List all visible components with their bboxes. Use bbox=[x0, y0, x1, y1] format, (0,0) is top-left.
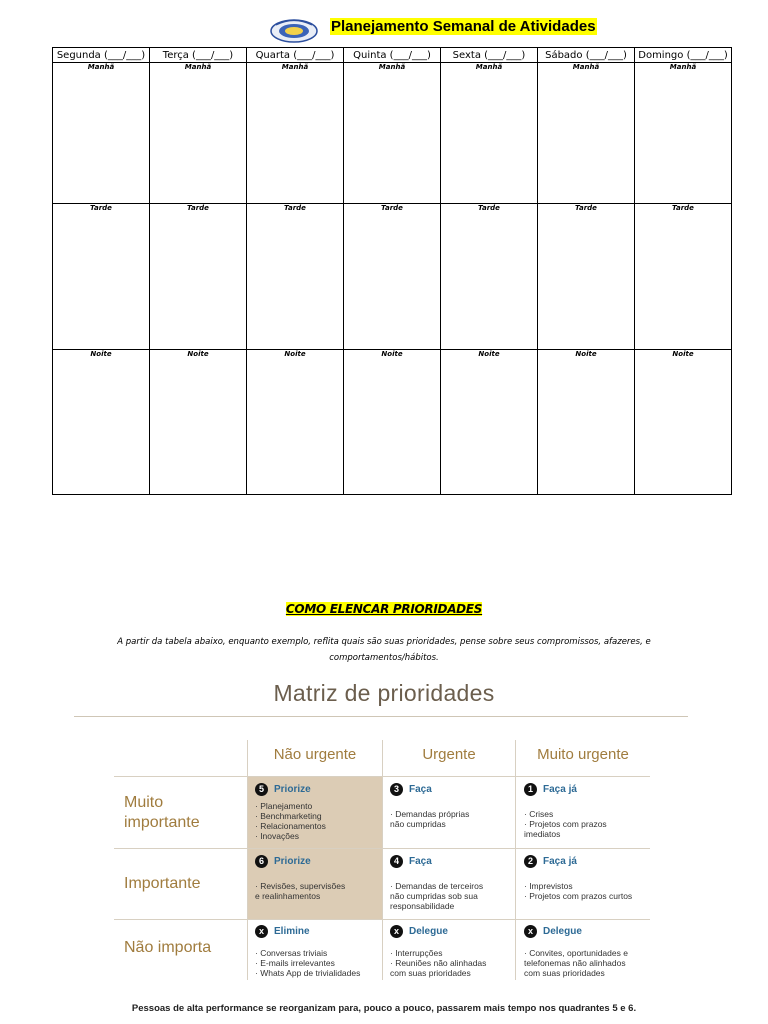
list-item: · Relacionamentos bbox=[255, 821, 326, 831]
period-cell[interactable]: Manhã bbox=[538, 63, 635, 204]
period-cell[interactable]: Manhã bbox=[635, 63, 732, 204]
quadrant-items bbox=[255, 801, 326, 841]
quadrant-items bbox=[524, 809, 607, 839]
period-cell[interactable]: Tarde bbox=[635, 204, 732, 350]
period-cell[interactable]: Manhã bbox=[344, 63, 441, 204]
row-header: Não importa bbox=[124, 939, 212, 956]
quadrant-action: Faça bbox=[409, 784, 432, 795]
priorities-heading: COMO ELENCAR PRIORIDADES bbox=[285, 602, 483, 616]
list-item: · Demandas próprias bbox=[390, 809, 470, 819]
list-item: · Inovações bbox=[255, 831, 299, 841]
period-cell[interactable]: Noite bbox=[247, 350, 344, 495]
quadrant-action: Delegue bbox=[543, 926, 582, 937]
period-cell[interactable]: Noite bbox=[150, 350, 247, 495]
quadrant-items bbox=[390, 809, 469, 829]
row-header: Importante bbox=[124, 875, 201, 892]
period-cell[interactable]: Noite bbox=[441, 350, 538, 495]
list-item: · Interrupções bbox=[390, 948, 443, 958]
priorities-heading-wrap bbox=[0, 600, 768, 618]
quadrant-action: Faça já bbox=[543, 856, 577, 867]
eliminate-x-badge: x bbox=[255, 925, 268, 938]
list-item: · Projetos com prazos bbox=[524, 819, 607, 829]
list-item: · Convites, oportunidades e bbox=[524, 948, 628, 958]
period-row-night bbox=[53, 350, 732, 495]
list-item: · Planejamento bbox=[255, 801, 313, 811]
column-header: Urgente bbox=[422, 746, 476, 763]
period-cell[interactable]: Manhã bbox=[247, 63, 344, 204]
delegate-x-badge: x bbox=[524, 925, 537, 938]
period-cell[interactable]: Noite bbox=[635, 350, 732, 495]
quadrant-label bbox=[255, 783, 311, 796]
quadrant-action: Faça bbox=[409, 856, 432, 867]
list-item: responsabilidade bbox=[390, 901, 455, 911]
priorities-intro bbox=[100, 634, 668, 666]
list-item: telefonemas não alinhados bbox=[524, 958, 626, 968]
day-header: Sábado (___/___) bbox=[538, 48, 635, 63]
list-item: com suas prioridades bbox=[524, 968, 605, 978]
list-item: · Crises bbox=[524, 809, 554, 819]
period-cell[interactable]: Manhã bbox=[150, 63, 247, 204]
day-header-row bbox=[53, 48, 732, 63]
matrix-title: Matriz de prioridades bbox=[273, 680, 495, 706]
list-item: não cumpridas sob sua bbox=[390, 891, 478, 901]
period-cell[interactable]: Tarde bbox=[538, 204, 635, 350]
row-header-line: importante bbox=[124, 814, 200, 831]
day-header: Quarta (___/___) bbox=[247, 48, 344, 63]
quadrant-label bbox=[524, 855, 577, 868]
period-cell[interactable]: Noite bbox=[344, 350, 441, 495]
quadrant-items bbox=[524, 881, 632, 901]
period-cell[interactable]: Noite bbox=[53, 350, 150, 495]
quadrant-action: Elimine bbox=[274, 926, 310, 937]
footer-note: Pessoas de alta performance se reorganizam para, pouco a pouco, passarem mais tempo nos quadrantes 5 e 6. bbox=[131, 1003, 637, 1014]
list-item: · Reuniões não alinhadas bbox=[390, 958, 487, 968]
period-cell[interactable]: Tarde bbox=[247, 204, 344, 350]
quadrant-label bbox=[390, 855, 432, 868]
row-header-line: Muito bbox=[124, 794, 164, 811]
grid-line bbox=[114, 848, 650, 849]
period-row-afternoon bbox=[53, 204, 732, 350]
list-item: imediatos bbox=[524, 829, 561, 839]
quadrant-items bbox=[390, 881, 483, 911]
quadrant-number-badge: 5 bbox=[255, 783, 268, 796]
quadrant-label bbox=[390, 783, 432, 796]
quadrant-items bbox=[255, 881, 345, 901]
day-header: Domingo (___/___) bbox=[635, 48, 732, 63]
intro-line: comportamentos/hábitos. bbox=[329, 653, 439, 663]
period-cell[interactable]: Manhã bbox=[53, 63, 150, 204]
list-item: · Revisões, supervisões bbox=[255, 881, 346, 891]
day-header: Quinta (___/___) bbox=[344, 48, 441, 63]
day-header: Terça (___/___) bbox=[150, 48, 247, 63]
list-item: com suas prioridades bbox=[390, 968, 471, 978]
quadrant-label bbox=[524, 925, 582, 938]
grid-line bbox=[114, 919, 650, 920]
column-header: Muito urgente bbox=[537, 746, 629, 763]
period-row-morning bbox=[53, 63, 732, 204]
quadrant-label bbox=[255, 855, 311, 868]
day-header: Sexta (___/___) bbox=[441, 48, 538, 63]
intro-line: A partir da tabela abaixo, enquanto exemplo, reflita quais são suas prioridades, pense sobre seus compromissos, afazeres, e bbox=[117, 637, 651, 647]
list-item: · Conversas triviais bbox=[255, 948, 328, 958]
period-cell[interactable]: Tarde bbox=[53, 204, 150, 350]
list-item: · Whats App de trivialidades bbox=[255, 968, 361, 978]
list-item: e realinhamentos bbox=[255, 891, 321, 901]
quadrant-number-badge: 3 bbox=[390, 783, 403, 796]
planner-title: Planejamento Semanal de Atividades bbox=[331, 18, 596, 35]
title-divider bbox=[74, 716, 688, 717]
day-header: Segunda (___/___) bbox=[53, 48, 150, 63]
quadrant-number-badge: 4 bbox=[390, 855, 403, 868]
quadrant-label bbox=[390, 925, 448, 938]
quadrant-items bbox=[524, 948, 628, 978]
quadrant-action: Delegue bbox=[409, 926, 448, 937]
quadrant-action: Faça já bbox=[543, 784, 577, 795]
row-header bbox=[124, 793, 200, 833]
period-cell[interactable]: Tarde bbox=[441, 204, 538, 350]
list-item: · Benchmarketing bbox=[255, 811, 322, 821]
period-cell[interactable]: Tarde bbox=[344, 204, 441, 350]
column-header: Não urgente bbox=[273, 746, 357, 763]
delegate-x-badge: x bbox=[390, 925, 403, 938]
period-cell[interactable]: Tarde bbox=[150, 204, 247, 350]
weekly-planner-table bbox=[52, 47, 732, 495]
quadrant-number-badge: 6 bbox=[255, 855, 268, 868]
list-item: · Demandas de terceiros bbox=[390, 881, 484, 891]
grid-line bbox=[114, 776, 650, 777]
quadrant-number-badge: 2 bbox=[524, 855, 537, 868]
institution-seal-icon bbox=[270, 16, 318, 44]
period-cell[interactable]: Manhã bbox=[441, 63, 538, 204]
quadrant-action: Priorize bbox=[274, 784, 311, 795]
quadrant-number-badge: 1 bbox=[524, 783, 537, 796]
period-cell[interactable]: Noite bbox=[538, 350, 635, 495]
list-item: · E-mails irrelevantes bbox=[255, 958, 335, 968]
quadrant-items bbox=[255, 948, 360, 978]
quadrant-action: Priorize bbox=[274, 856, 311, 867]
quadrant-label bbox=[255, 925, 310, 938]
quadrant-items bbox=[390, 948, 486, 978]
list-item: · Projetos com prazos curtos bbox=[524, 891, 633, 901]
list-item: · Imprevistos bbox=[524, 881, 573, 891]
quadrant-label bbox=[524, 783, 577, 796]
list-item: não cumpridas bbox=[390, 819, 446, 829]
